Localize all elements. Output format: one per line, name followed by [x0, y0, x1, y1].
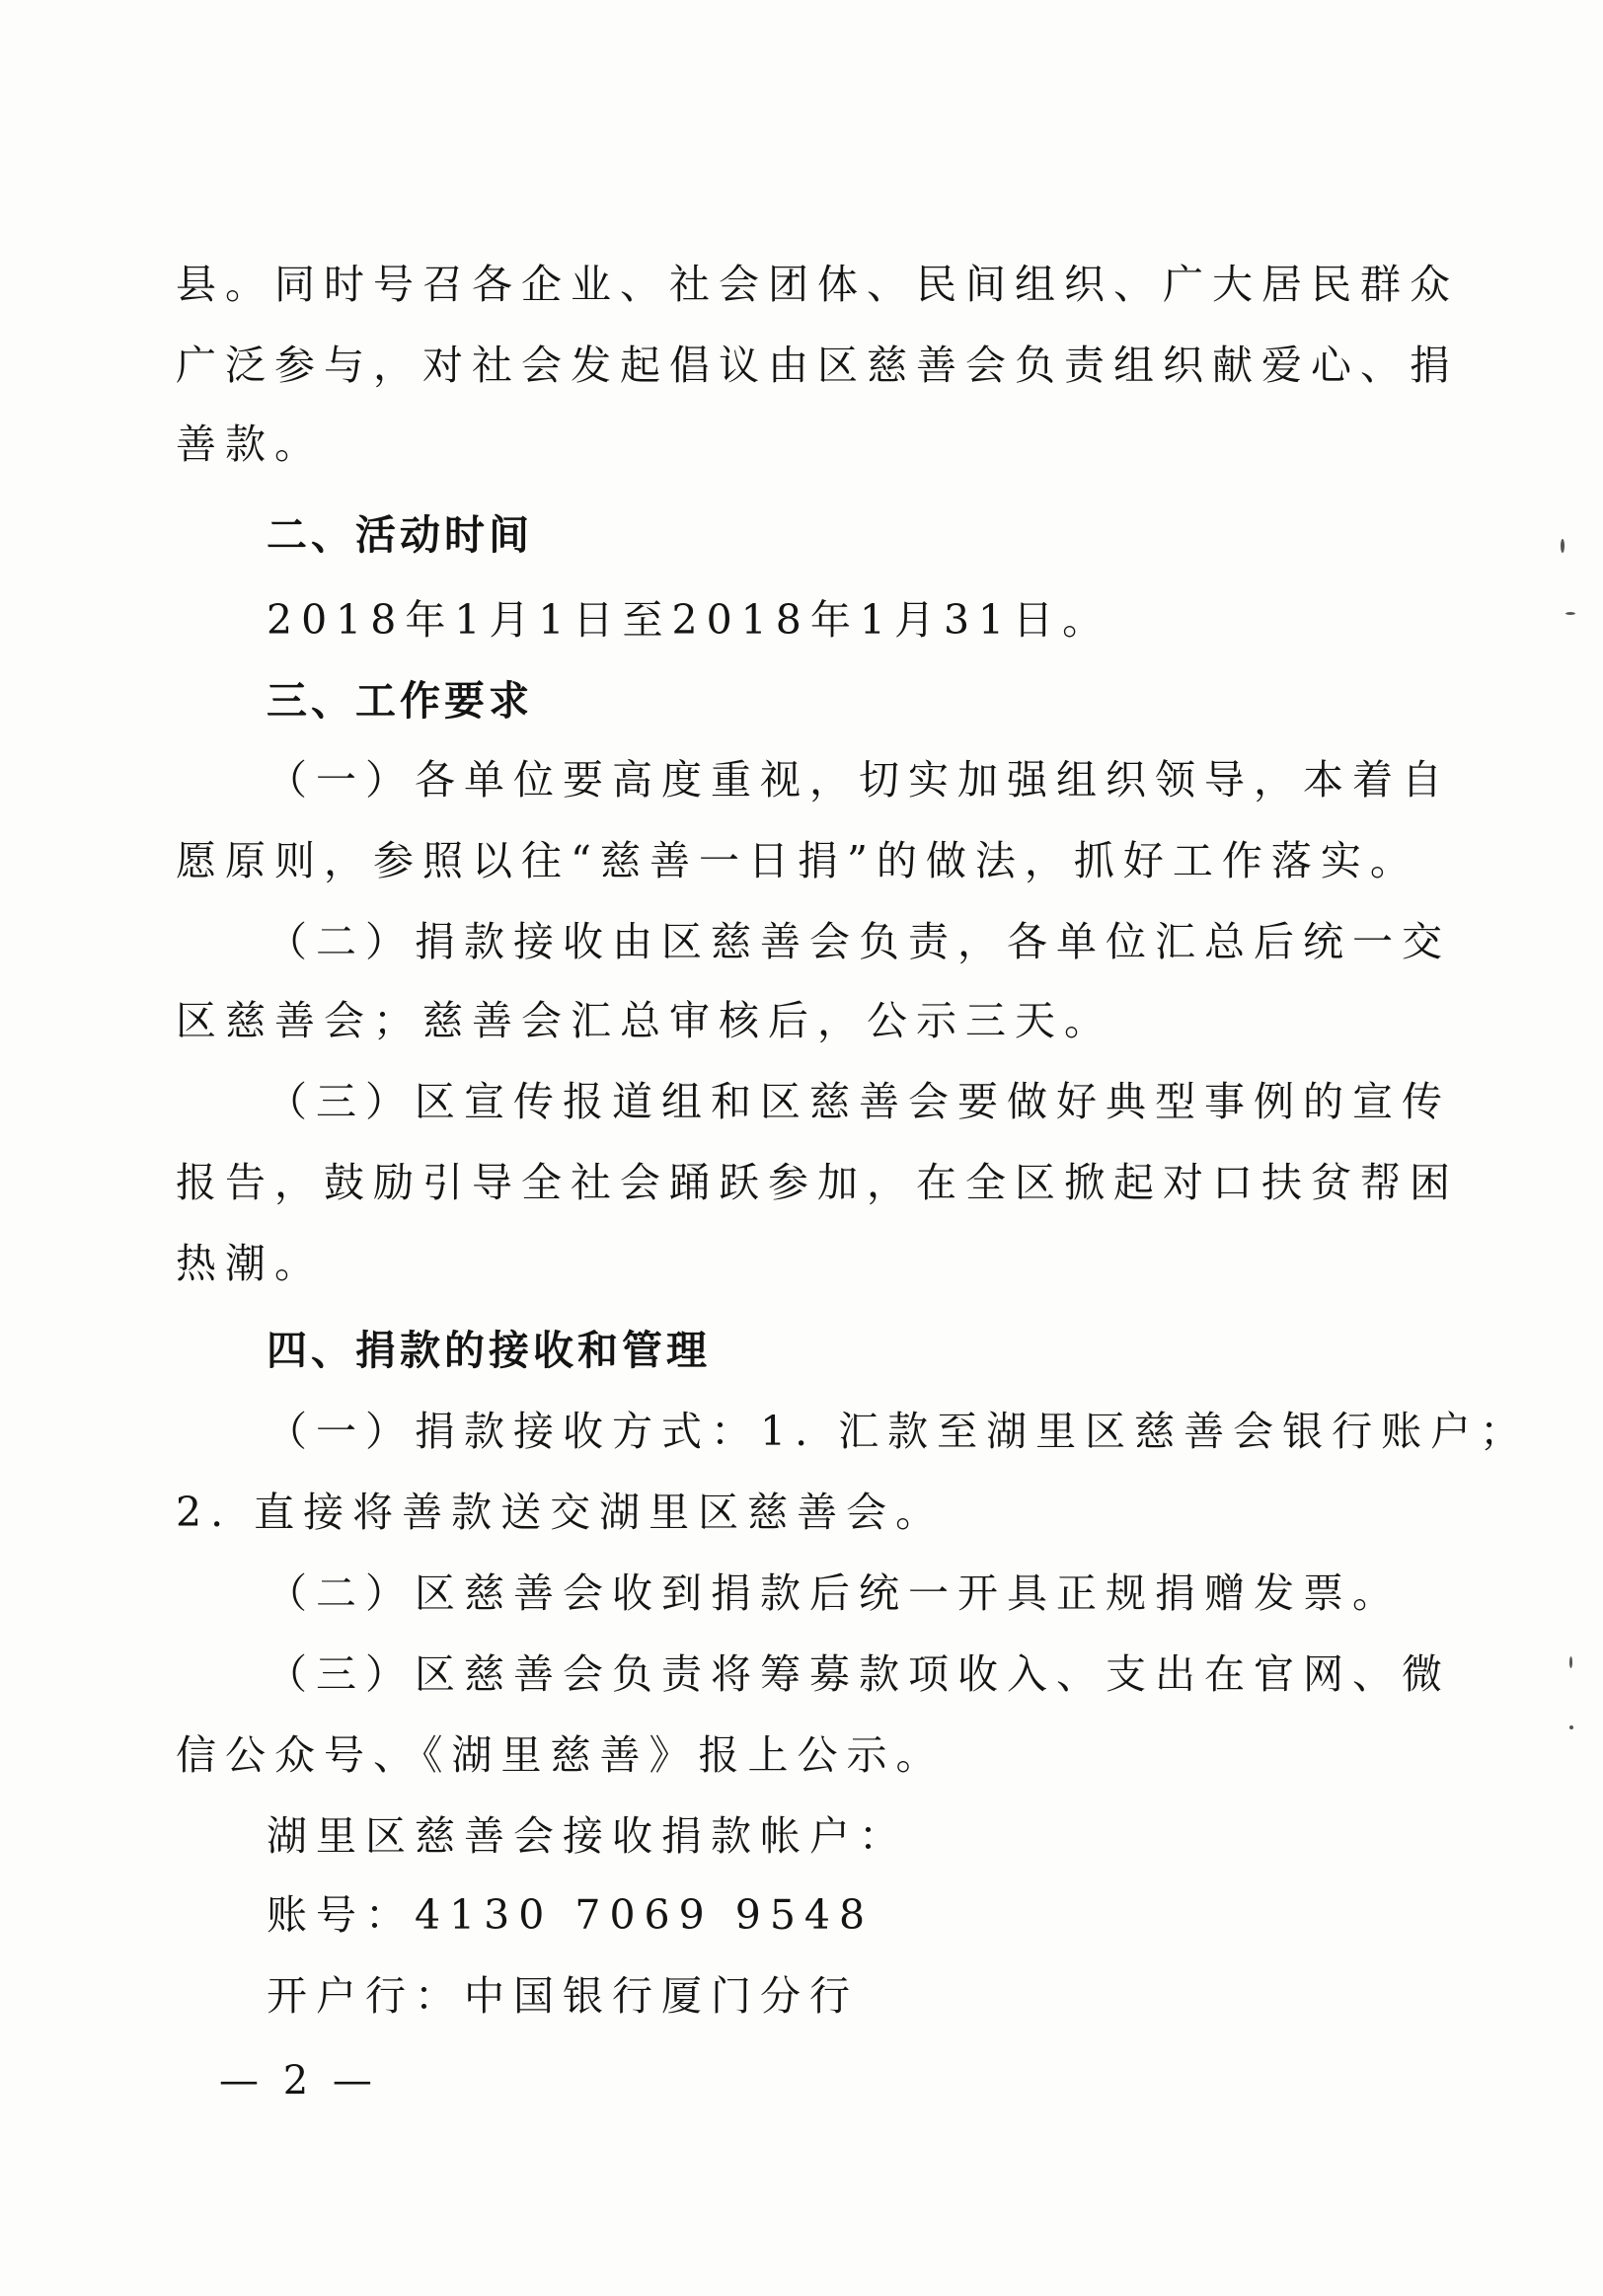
body-line-req-1a: （一）各单位要高度重视，切实加强组织领导，本着自	[267, 756, 1451, 804]
body-line-mgmt-3a: （三）区慈善会负责将筹募款项收入、支出在官网、微	[267, 1650, 1451, 1698]
section-heading-donation-management: 四、捐款的接收和管理	[267, 1327, 711, 1374]
body-line-req-3b: 报告，鼓励引导全社会踊跃参加，在全区掀起对口扶贫帮困	[176, 1159, 1459, 1206]
section-heading-work-requirements: 三、工作要求	[267, 677, 533, 725]
body-line-1: 县。同时号召各企业、社会团体、民间组织、广大居民群众	[176, 261, 1459, 308]
account-bank: 开户行：中国银行厦门分行	[267, 1972, 859, 2020]
body-line-mgmt-3b: 信公众号、《湖里慈善》报上公示。	[176, 1731, 946, 1779]
scan-speck	[1561, 539, 1565, 553]
body-line-req-3a: （三）区宣传报道组和区慈善会要做好典型事例的宣传	[267, 1078, 1451, 1125]
body-line-mgmt-1a: （一）捐款接收方式：1. 汇款至湖里区慈善会银行账户；	[267, 1408, 1530, 1455]
account-heading: 湖里区慈善会接收捐款帐户：	[267, 1812, 908, 1860]
account-number: 账号：4130 7069 9548	[267, 1891, 875, 1939]
body-line-req-2a: （二）捐款接收由区慈善会负责，各单位汇总后统一交	[267, 918, 1451, 965]
scan-speck	[1565, 612, 1575, 615]
body-line-req-2b: 区慈善会；慈善会汇总审核后，公示三天。	[176, 997, 1113, 1044]
section-heading-activity-time: 二、活动时间	[267, 511, 533, 559]
body-line-activity-period: 2018年1月1日至2018年1月31日。	[267, 596, 1112, 644]
body-line-req-1b: 愿原则，参照以往“慈善一日捐”的做法，抓好工作落实。	[176, 837, 1419, 884]
scan-speck	[1569, 1725, 1573, 1729]
body-line-3: 善款。	[176, 421, 324, 468]
body-line-mgmt-2: （二）区慈善会收到捐款后统一开具正规捐赠发票。	[267, 1569, 1402, 1617]
page-number: — 2 —	[219, 2058, 378, 2104]
body-line-2: 广泛参与，对社会发起倡议由区慈善会负责组织献爱心、捐	[176, 342, 1459, 389]
body-line-mgmt-1b: 2. 直接将善款送交湖里区慈善会。	[176, 1489, 946, 1536]
scan-speck	[1569, 1656, 1572, 1668]
body-line-req-3c: 热潮。	[176, 1240, 324, 1287]
